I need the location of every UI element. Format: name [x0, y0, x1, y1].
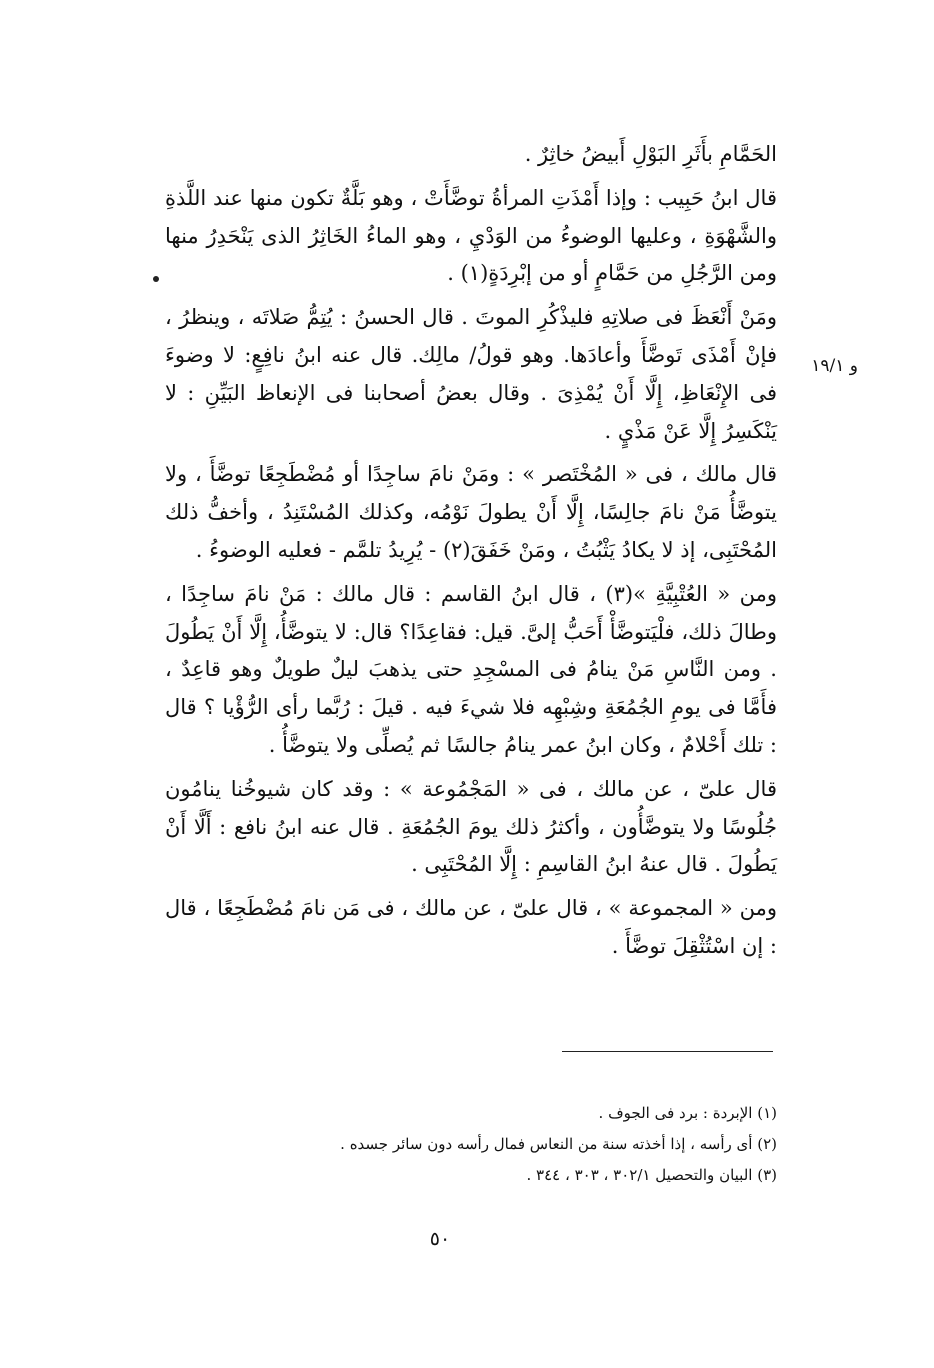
footnote-2: (٢) أى رأسه ، إذا أخذته سنة من النعاس فمال رأسه دون سائر جسده . — [340, 1135, 777, 1153]
paragraph-6: قال علىّ ، عن مالك ، فى « المَجْمُوعة » : وقد كان شيوخُنا ينامُون جُلُوسًا ولا يتوضَّأُون ، وأكثرُ ذلك يومَ الجُمُعَةِ . قال عنه ابنُ نافع : أَلَّا أَنْ يَطُولَ . قال عنهُ ابنُ القاسِمِ : إِلَّا المُحْتَبِى . — [165, 776, 777, 877]
margin-folio-note: و ١٩/١ — [811, 356, 858, 376]
main-text — [165, 136, 777, 966]
paragraph-2: قال ابنُ حَبِيب : وإذا أَمْذَتِ المرأةُ توضَّأَتْ ، وهو بَلَّةٌ تكون منها عند اللَّذةِ والشَّهْوَةِ ، وعليها الوضوءُ من الوَدْيِ ، وهو الماءُ الخَاثِرُ الذى يَنْحَدِرُ منها ومن الرَّجُلِ من حَمَّامٍ أو من إبْرِدَةٍ(١) . — [165, 185, 777, 286]
paragraph-7: ومن « المجموعة » ، قال علىّ ، عن مالك ، فى مَن نامَ مُضْطَجِعًا ، قال : إن اسْتُثْقِلَ توضَّأَ . — [165, 896, 777, 958]
footnote-divider — [562, 1051, 773, 1052]
footnotes — [290, 1098, 777, 1191]
paragraph-4: قال مالك ، فى « المُخْتَصر » : ومَنْ نامَ ساجِدًا أو مُضْطَجِعًا توضَّأَ ، ولا يتوضَّأُ مَنْ نامَ جالِسًا، إِلَّا أَنْ يطولَ نَوْمُه، وكذلك المُسْتَنِدُ ، وأخفُّ ذلك المُحْتَبِى، إذ لا يكادُ يَثْبُتُ ، ومَنْ خَفَقَ(٢) - يُرِيدُ تلمَّم - فعليه الوضوءُ . — [165, 462, 777, 562]
paragraph-5: ومن « العُتْبِيَّةِ »(٣) ، قال ابنُ القاسم : قال مالك : مَنْ نامَ ساجِدًا ، وطالَ ذلك، فلْيَتوضَّأْ أَحَبُّ إلىَّ. قيل: فقاعِدًا؟ قال: لا يتوضَّأُ، إِلَّا أَنْ يَطُولَ . ومن النَّاسِ مَنْ ينامُ فى المسْجِدِ حتى يذهبَ ليلٌ طويلٌ وهو قاعِدٌ ، فأَمَّا فى يومِ الجُمُعَةِ وشِبْهِه فلا شيءَ فيه . قيلَ : رُبَّما رأى الرُّؤْيا ؟ قال : تلك أَحْلامٌ ، وكان ابنُ عمر ينامُ جالسًا ثم يُصلِّى ولا يتوضَّأُ . — [165, 581, 777, 757]
page-number: ٥٠ — [429, 1228, 451, 1250]
footnote-3: (٣) البيان والتحصيل ٣٠٢/١ ، ٣٠٣ ، ٣٤٤ . — [526, 1166, 777, 1184]
footnote-1: (١) الإبردة : برد فى الجوف . — [598, 1104, 777, 1122]
paragraph-3: ومَنْ أَنْعَظَ فى صلاتِهِ فليذْكُرِ الموتَ . قال الحسنُ : يُتِمُّ صَلاتَه ، وينظرُ ، فإنْ أَمْذَى تَوضَّأَ وأعادَها. وهو قولُ/ مالِك. قال عنه ابنُ نافِعٍ: لا وضوءَ فى الإِنْعَاظِ، إِلَّا أَنْ يُمْذِىَ . وقال بعضُ أصحابنا فى الإنعاظ البَيِّنِ : لا يَنْكَسِرُ إِلَّا عَنْ مَذْيٍ . — [165, 305, 777, 443]
ink-dot — [153, 276, 159, 282]
paragraph-1: الحَمَّامِ بأَثَرِ البَوْلِ أَبيضُ خاثِرٌ . — [524, 142, 777, 166]
